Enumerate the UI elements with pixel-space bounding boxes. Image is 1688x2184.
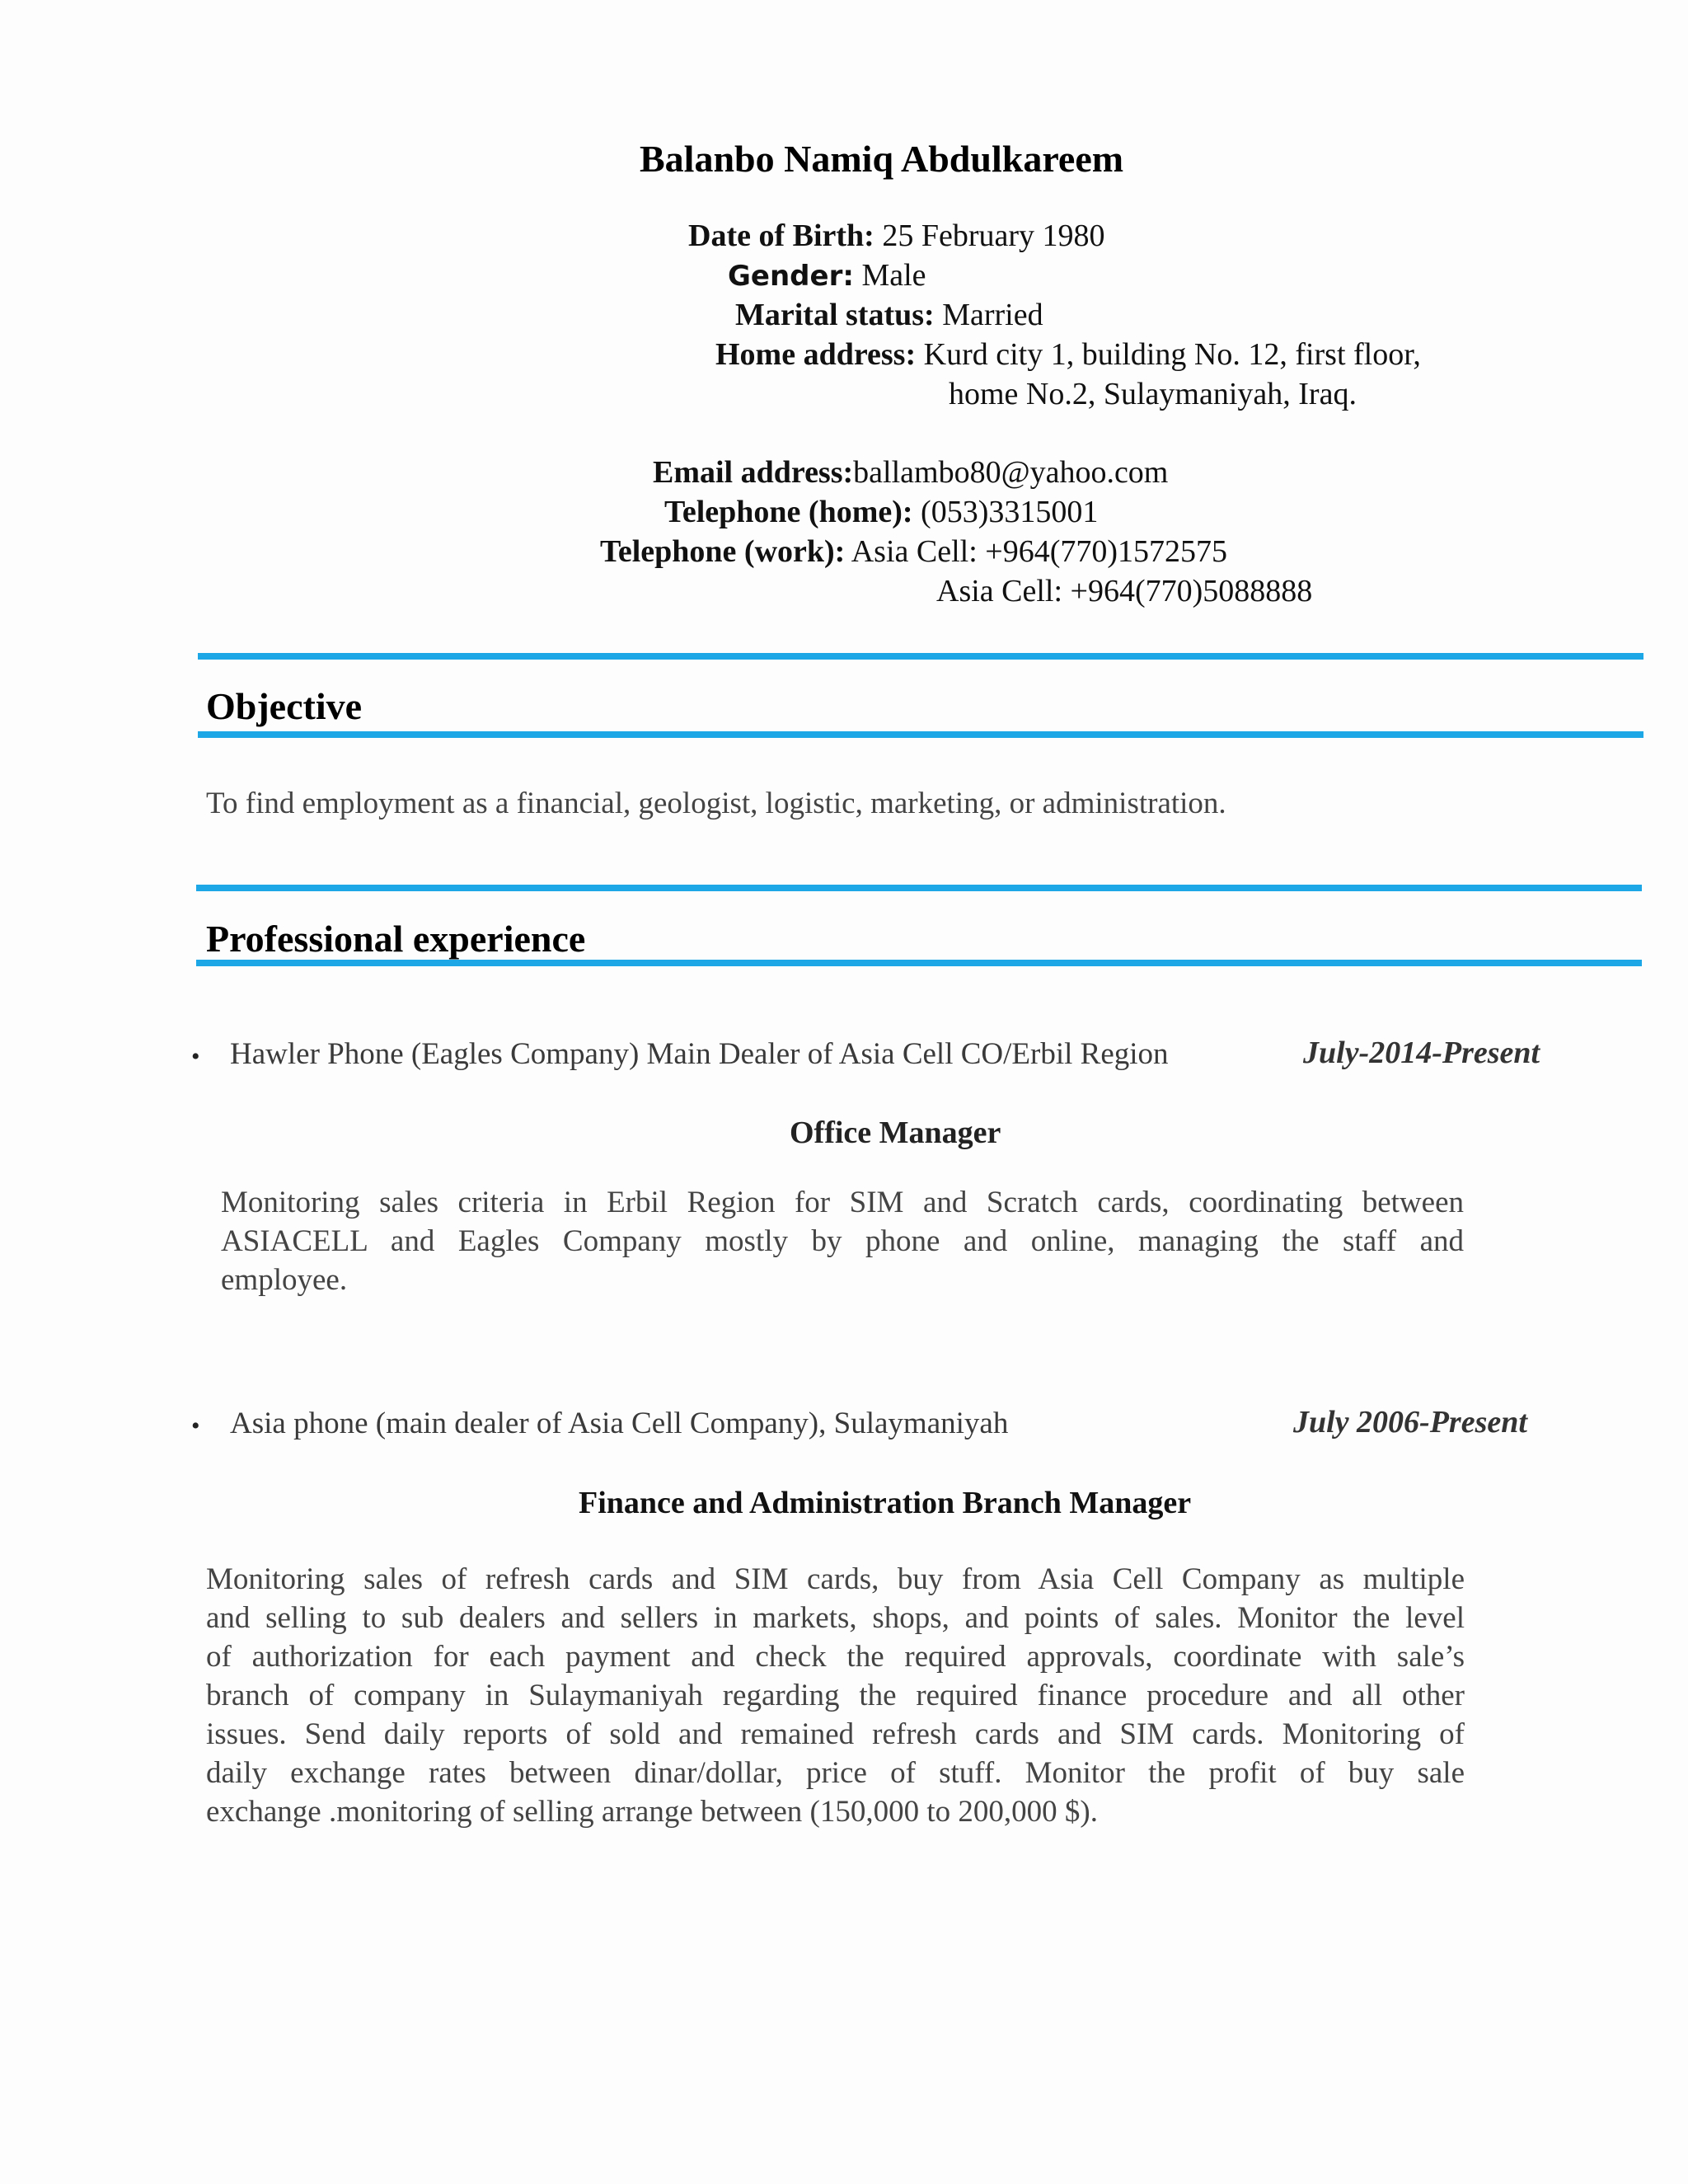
- job-role: Finance and Administration Branch Manager: [579, 1486, 1192, 1520]
- gender-label: Gender:: [728, 260, 854, 293]
- job-role: Office Manager: [790, 1115, 1001, 1150]
- gender: [728, 257, 926, 294]
- job-description-line: of authorization for each payment and check the required approvals, coordinate with sale’s: [206, 1640, 1465, 1674]
- bullet-icon: •: [191, 1412, 200, 1440]
- job-dates: July-2014-Present: [1303, 1036, 1540, 1070]
- dob-value: 25 February 1980: [874, 218, 1105, 253]
- marital-status: [735, 297, 1043, 333]
- job-description-line: Monitoring sales of refresh cards and SIM cards, buy from Asia Cell Company as multiple: [206, 1562, 1465, 1596]
- job-description-line: and selling to sub dealers and sellers in markets, shops, and points of sales. Monitor the level: [206, 1601, 1465, 1635]
- telephone-work: [600, 533, 1227, 570]
- tel-work-value-2: Asia Cell: +964(770)5088888: [936, 574, 1313, 608]
- gender-value: Male: [853, 258, 926, 293]
- telephone-home: [664, 494, 1098, 530]
- job-company: Asia phone (main dealer of Asia Cell Company), Sulaymaniyah: [230, 1407, 1009, 1440]
- tel-work-value-1: Asia Cell: +964(770)1572575: [845, 534, 1228, 569]
- section-divider: [198, 731, 1643, 738]
- objective-heading: Objective: [206, 685, 363, 727]
- experience-heading: Professional experience: [206, 918, 586, 960]
- job-description-line: daily exchange rates between dinar/dollar, price of stuff. Monitor the profit of buy sale: [206, 1756, 1465, 1790]
- job-description-line: ASIACELL and Eagles Company mostly by phone and online, managing the staff and: [221, 1224, 1464, 1258]
- dob-label: Date of Birth:: [688, 218, 874, 253]
- tel-work-label: Telephone (work):: [600, 534, 846, 569]
- email-value[interactable]: ballambo80@yahoo.com: [853, 455, 1169, 490]
- job-description-line: Monitoring sales criteria in Erbil Region for SIM and Scratch cards, coordinating between: [221, 1186, 1464, 1219]
- job-description-line: issues. Send daily reports of sold and remained refresh cards and SIM cards. Monitoring of: [206, 1717, 1465, 1751]
- job-company: Hawler Phone (Eagles Company) Main Dealer of Asia Cell CO/Erbil Region: [230, 1037, 1169, 1071]
- address-label: Home address:: [715, 337, 917, 372]
- job-description-line: exchange .monitoring of selling arrange between (150,000 to 200,000 $).: [206, 1795, 1098, 1829]
- job-dates: July 2006-Present: [1293, 1405, 1527, 1440]
- tel-home-label: Telephone (home):: [664, 495, 913, 529]
- home-address: [715, 336, 1421, 373]
- tel-home-value: (053)3315001: [912, 495, 1099, 529]
- email-address: [653, 454, 1168, 491]
- bullet-icon: •: [191, 1043, 200, 1070]
- job-description-line: branch of company in Sulaymaniyah regarding the required finance procedure and all other: [206, 1679, 1465, 1712]
- section-divider: [198, 653, 1643, 660]
- marital-label: Marital status:: [735, 298, 935, 332]
- job-description-line: employee.: [221, 1263, 348, 1297]
- address-line-1: Kurd city 1, building No. 12, first floor,: [916, 337, 1421, 372]
- marital-value: Married: [934, 298, 1043, 332]
- objective-text: To find employment as a financial, geologist, logistic, marketing, or administration.: [206, 787, 1226, 820]
- date-of-birth: [688, 218, 1105, 254]
- address-line-2: home No.2, Sulaymaniyah, Iraq.: [949, 377, 1357, 411]
- applicant-name: Balanbo Namiq Abdulkareem: [640, 138, 1124, 180]
- section-divider: [196, 960, 1642, 966]
- section-divider: [196, 885, 1642, 891]
- email-label: Email address:: [653, 455, 854, 490]
